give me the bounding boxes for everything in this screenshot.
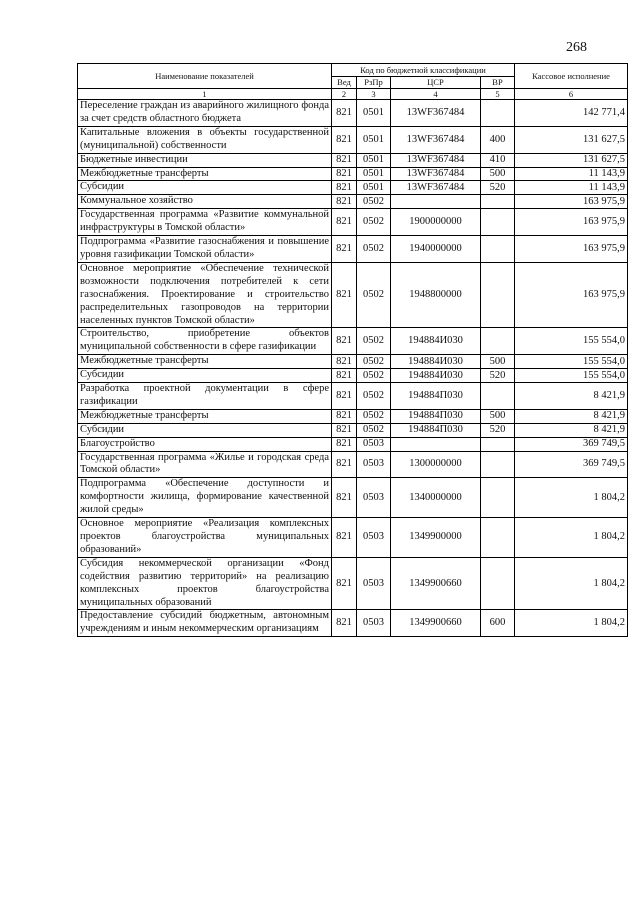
row-rzpr: 0502 — [357, 355, 391, 369]
row-csr: 13WF367484 — [391, 126, 481, 153]
row-rzpr: 0502 — [357, 195, 391, 209]
row-amount: 1 804,2 — [515, 478, 628, 518]
row-name: Капитальные вложения в объекты государственной (муниципальной) собственности — [78, 126, 332, 153]
row-ved: 821 — [332, 383, 357, 410]
row-amount: 155 554,0 — [515, 369, 628, 383]
row-name: Межбюджетные трансферты — [78, 167, 332, 181]
row-amount: 155 554,0 — [515, 355, 628, 369]
table-row — [78, 383, 628, 410]
header-rzpr: РзПр — [357, 77, 391, 89]
table-row — [78, 557, 628, 610]
row-vr: 500 — [481, 167, 515, 181]
row-rzpr: 0503 — [357, 518, 391, 558]
row-amount: 142 771,4 — [515, 100, 628, 127]
table-row — [78, 451, 628, 478]
row-amount: 1 804,2 — [515, 518, 628, 558]
row-csr: 13WF367484 — [391, 153, 481, 167]
row-ved: 821 — [332, 236, 357, 263]
table-row — [78, 181, 628, 195]
row-vr — [481, 451, 515, 478]
row-vr — [481, 557, 515, 610]
row-vr — [481, 236, 515, 263]
row-vr — [481, 328, 515, 355]
table-row — [78, 518, 628, 558]
row-name: Подпрограмма «Обеспечение доступности и комфортности жилища, формирование качественной жилой среды» — [78, 478, 332, 518]
row-ved: 821 — [332, 167, 357, 181]
row-ved: 821 — [332, 262, 357, 328]
row-name: Строительство, приобретение объектов муниципальной собственности в сфере газификации — [78, 328, 332, 355]
row-csr: 1948800000 — [391, 262, 481, 328]
row-name: Коммунальное хозяйство — [78, 195, 332, 209]
row-rzpr: 0502 — [357, 328, 391, 355]
row-name: Основное мероприятие «Реализация комплексных проектов благоустройства муниципальных образований» — [78, 518, 332, 558]
row-rzpr: 0502 — [357, 409, 391, 423]
row-name: Разработка проектной документации в сфере газификации — [78, 383, 332, 410]
table-row — [78, 328, 628, 355]
row-amount: 11 143,9 — [515, 167, 628, 181]
header-amount: Кассовое исполнение — [515, 64, 628, 89]
row-ved: 821 — [332, 437, 357, 451]
row-rzpr: 0503 — [357, 451, 391, 478]
row-name: Бюджетные инвестиции — [78, 153, 332, 167]
row-rzpr: 0501 — [357, 153, 391, 167]
row-rzpr: 0503 — [357, 557, 391, 610]
header-csr: ЦСР — [391, 77, 481, 89]
row-ved: 821 — [332, 409, 357, 423]
table-row — [78, 369, 628, 383]
budget-table — [77, 63, 628, 637]
row-name: Основное мероприятие «Обеспечение технической возможности подключения потребителей к сети газоснабжения. Проектирование и строительство распределительных газопроводов на территории населенных пунктов Томской области» — [78, 262, 332, 328]
row-ved: 821 — [332, 153, 357, 167]
table-row — [78, 409, 628, 423]
row-vr — [481, 518, 515, 558]
col-number: 1 — [78, 89, 332, 100]
table-row — [78, 126, 628, 153]
header-vr: ВР — [481, 77, 515, 89]
row-ved: 821 — [332, 355, 357, 369]
row-rzpr: 0503 — [357, 610, 391, 637]
row-ved: 821 — [332, 518, 357, 558]
row-name: Государственная программа «Жилье и городская среда Томской области» — [78, 451, 332, 478]
col-number: 6 — [515, 89, 628, 100]
row-rzpr: 0502 — [357, 383, 391, 410]
row-rzpr: 0501 — [357, 100, 391, 127]
row-ved: 821 — [332, 610, 357, 637]
row-name: Межбюджетные трансферты — [78, 409, 332, 423]
col-number: 2 — [332, 89, 357, 100]
row-csr: 1349900660 — [391, 557, 481, 610]
row-ved: 821 — [332, 369, 357, 383]
row-csr: 13WF367484 — [391, 100, 481, 127]
row-vr — [481, 195, 515, 209]
row-amount: 11 143,9 — [515, 181, 628, 195]
table-row — [78, 355, 628, 369]
row-vr — [481, 209, 515, 236]
row-amount: 163 975,9 — [515, 195, 628, 209]
row-vr — [481, 437, 515, 451]
column-number-row — [78, 89, 628, 100]
row-vr: 600 — [481, 610, 515, 637]
row-amount: 131 627,5 — [515, 153, 628, 167]
row-ved: 821 — [332, 100, 357, 127]
row-csr: 194884И030 — [391, 328, 481, 355]
row-name: Переселение граждан из аварийного жилищного фонда за счет средств областного бюджета — [78, 100, 332, 127]
table-row — [78, 610, 628, 637]
row-csr: 194884П030 — [391, 409, 481, 423]
row-amount: 163 975,9 — [515, 236, 628, 263]
row-amount: 163 975,9 — [515, 209, 628, 236]
row-csr: 194884И030 — [391, 355, 481, 369]
row-ved: 821 — [332, 328, 357, 355]
row-ved: 821 — [332, 126, 357, 153]
page-number: 268 — [566, 40, 587, 55]
table-row — [78, 195, 628, 209]
table-row — [78, 437, 628, 451]
row-vr: 410 — [481, 153, 515, 167]
row-ved: 821 — [332, 478, 357, 518]
row-vr: 400 — [481, 126, 515, 153]
row-name: Благоустройство — [78, 437, 332, 451]
table-row — [78, 423, 628, 437]
row-amount: 1 804,2 — [515, 610, 628, 637]
row-rzpr: 0503 — [357, 437, 391, 451]
table-row — [78, 167, 628, 181]
row-rzpr: 0501 — [357, 167, 391, 181]
row-rzpr: 0503 — [357, 478, 391, 518]
row-csr: 1900000000 — [391, 209, 481, 236]
row-csr — [391, 195, 481, 209]
row-rzpr: 0501 — [357, 126, 391, 153]
row-amount: 155 554,0 — [515, 328, 628, 355]
row-csr: 1300000000 — [391, 451, 481, 478]
row-name: Субсидии — [78, 423, 332, 437]
row-ved: 821 — [332, 209, 357, 236]
row-ved: 821 — [332, 195, 357, 209]
row-csr: 194884П030 — [391, 383, 481, 410]
row-csr: 194884П030 — [391, 423, 481, 437]
table-row — [78, 478, 628, 518]
row-name: Субсидия некоммерческой организации «Фонд содействия развитию территорий» на реализацию комплексных проектов благоустройства муниципальных образований — [78, 557, 332, 610]
row-rzpr: 0502 — [357, 423, 391, 437]
row-amount: 8 421,9 — [515, 409, 628, 423]
col-number: 4 — [391, 89, 481, 100]
row-vr: 500 — [481, 355, 515, 369]
row-name: Государственная программа «Развитие коммунальной инфраструктуры в Томской области» — [78, 209, 332, 236]
row-vr — [481, 478, 515, 518]
row-vr — [481, 100, 515, 127]
row-rzpr: 0502 — [357, 236, 391, 263]
row-rzpr: 0502 — [357, 209, 391, 236]
row-name: Субсидии — [78, 369, 332, 383]
row-name: Субсидии — [78, 181, 332, 195]
row-vr: 520 — [481, 369, 515, 383]
row-ved: 821 — [332, 451, 357, 478]
table-row — [78, 209, 628, 236]
row-vr: 520 — [481, 181, 515, 195]
header-code-group: Код по бюджетной классификации — [332, 64, 515, 77]
row-ved: 821 — [332, 557, 357, 610]
table-row — [78, 100, 628, 127]
row-csr: 194884И030 — [391, 369, 481, 383]
row-amount: 163 975,9 — [515, 262, 628, 328]
row-amount: 369 749,5 — [515, 451, 628, 478]
row-ved: 821 — [332, 181, 357, 195]
row-csr: 1349900000 — [391, 518, 481, 558]
table-row — [78, 262, 628, 328]
row-vr — [481, 262, 515, 328]
row-amount: 8 421,9 — [515, 423, 628, 437]
row-rzpr: 0501 — [357, 181, 391, 195]
row-name: Предоставление субсидий бюджетным, автономным учреждениям и иным некоммерческим организациям — [78, 610, 332, 637]
row-csr: 1340000000 — [391, 478, 481, 518]
row-csr: 1349900660 — [391, 610, 481, 637]
row-amount: 369 749,5 — [515, 437, 628, 451]
table-row — [78, 153, 628, 167]
row-vr: 520 — [481, 423, 515, 437]
row-csr — [391, 437, 481, 451]
row-name: Межбюджетные трансферты — [78, 355, 332, 369]
row-csr: 1940000000 — [391, 236, 481, 263]
row-csr: 13WF367484 — [391, 181, 481, 195]
table-row — [78, 236, 628, 263]
row-rzpr: 0502 — [357, 369, 391, 383]
row-amount: 1 804,2 — [515, 557, 628, 610]
header-name: Наименование показателей — [78, 64, 332, 89]
row-rzpr: 0502 — [357, 262, 391, 328]
row-vr: 500 — [481, 409, 515, 423]
col-number: 3 — [357, 89, 391, 100]
row-vr — [481, 383, 515, 410]
row-amount: 131 627,5 — [515, 126, 628, 153]
header-ved: Вед — [332, 77, 357, 89]
row-ved: 821 — [332, 423, 357, 437]
col-number: 5 — [481, 89, 515, 100]
row-name: Подпрограмма «Развитие газоснабжения и повышение уровня газификации Томской области» — [78, 236, 332, 263]
row-amount: 8 421,9 — [515, 383, 628, 410]
row-csr: 13WF367484 — [391, 167, 481, 181]
